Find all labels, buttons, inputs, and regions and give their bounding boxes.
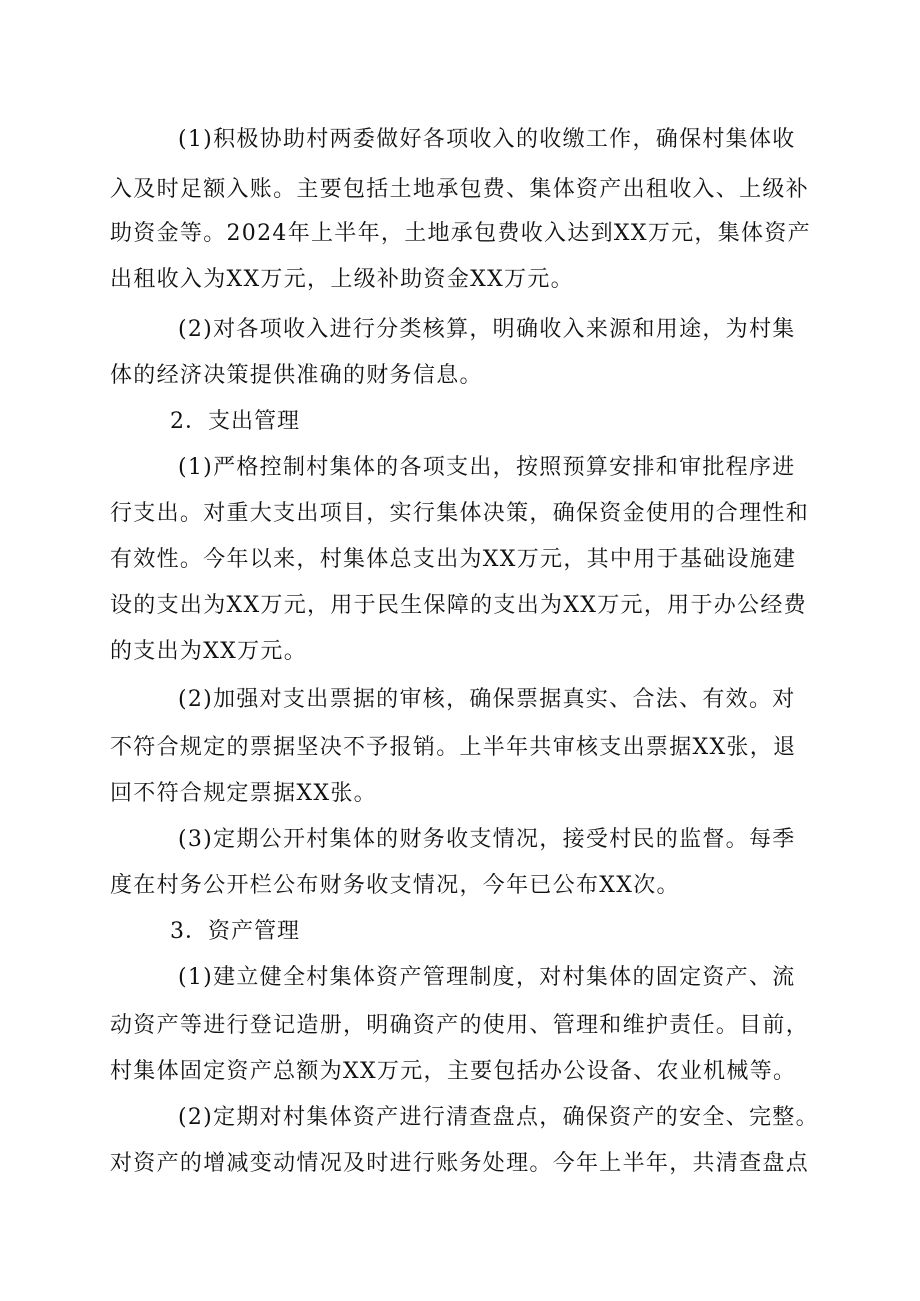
text-line: 不符合规定的票据坚决不予报销。上半年共审核支出票据XX张，退 xyxy=(110,735,797,760)
text-line: 有效性。今年以来，村集体总支出为XX万元，其中用于基础设施建 xyxy=(110,547,797,572)
text-line: 度在村务公开栏公布财务收支情况，今年已公布XX次。 xyxy=(110,873,680,898)
text-line: (2)定期对村集体资产进行清查盘点，确保资产的安全、完整。 xyxy=(178,1105,819,1130)
text-line: (2)对各项收入进行分类核算，明确收入来源和用途，为村集 xyxy=(178,317,796,342)
text-line: 行支出。对重大支出项目，实行集体决策，确保资金使用的合理性和 xyxy=(110,501,810,526)
heading-line: 2．支出管理 xyxy=(170,409,300,434)
text-line: 体的经济决策提供准确的财务信息。 xyxy=(110,363,483,388)
heading-line: 3．资产管理 xyxy=(170,919,300,944)
text-line: 对资产的增减变动情况及时进行账务处理。今年上半年，共清查盘点 xyxy=(110,1151,810,1176)
text-line: (1)建立健全村集体资产管理制度，对村集体的固定资产、流 xyxy=(178,965,796,990)
text-line: 的支出为XX万元。 xyxy=(110,639,308,664)
text-line: (2)加强对支出票据的审核，确保票据真实、合法、有效。对 xyxy=(178,687,796,712)
text-line: (1)严格控制村集体的各项支出，按照预算安排和审批程序进 xyxy=(178,455,796,480)
text-line: 村集体固定资产总额为XX万元，主要包括办公设备、农业机械等。 xyxy=(110,1059,797,1084)
text-line: 回不符合规定票据XX张。 xyxy=(110,781,377,806)
text-line: (1)积极协助村两委做好各项收入的收缴工作，确保村集体收 xyxy=(178,127,796,152)
text-line: 出租收入为XX万元，上级补助资金XX万元。 xyxy=(110,267,574,292)
text-line: 入及时足额入账。主要包括土地承包费、集体资产出租收入、上级补 xyxy=(110,177,810,202)
text-line: 助资金等。2024年上半年，土地承包费收入达到XX万元，集体资产 xyxy=(110,221,811,246)
text-line: 动资产等进行登记造册，明确资产的使用、管理和维护责任。目前， xyxy=(110,1013,810,1038)
text-line: (3)定期公开村集体的财务收支情况，接受村民的监督。每季 xyxy=(178,827,796,852)
text-line: 设的支出为XX万元，用于民生保障的支出为XX万元，用于办公经费 xyxy=(110,593,807,618)
